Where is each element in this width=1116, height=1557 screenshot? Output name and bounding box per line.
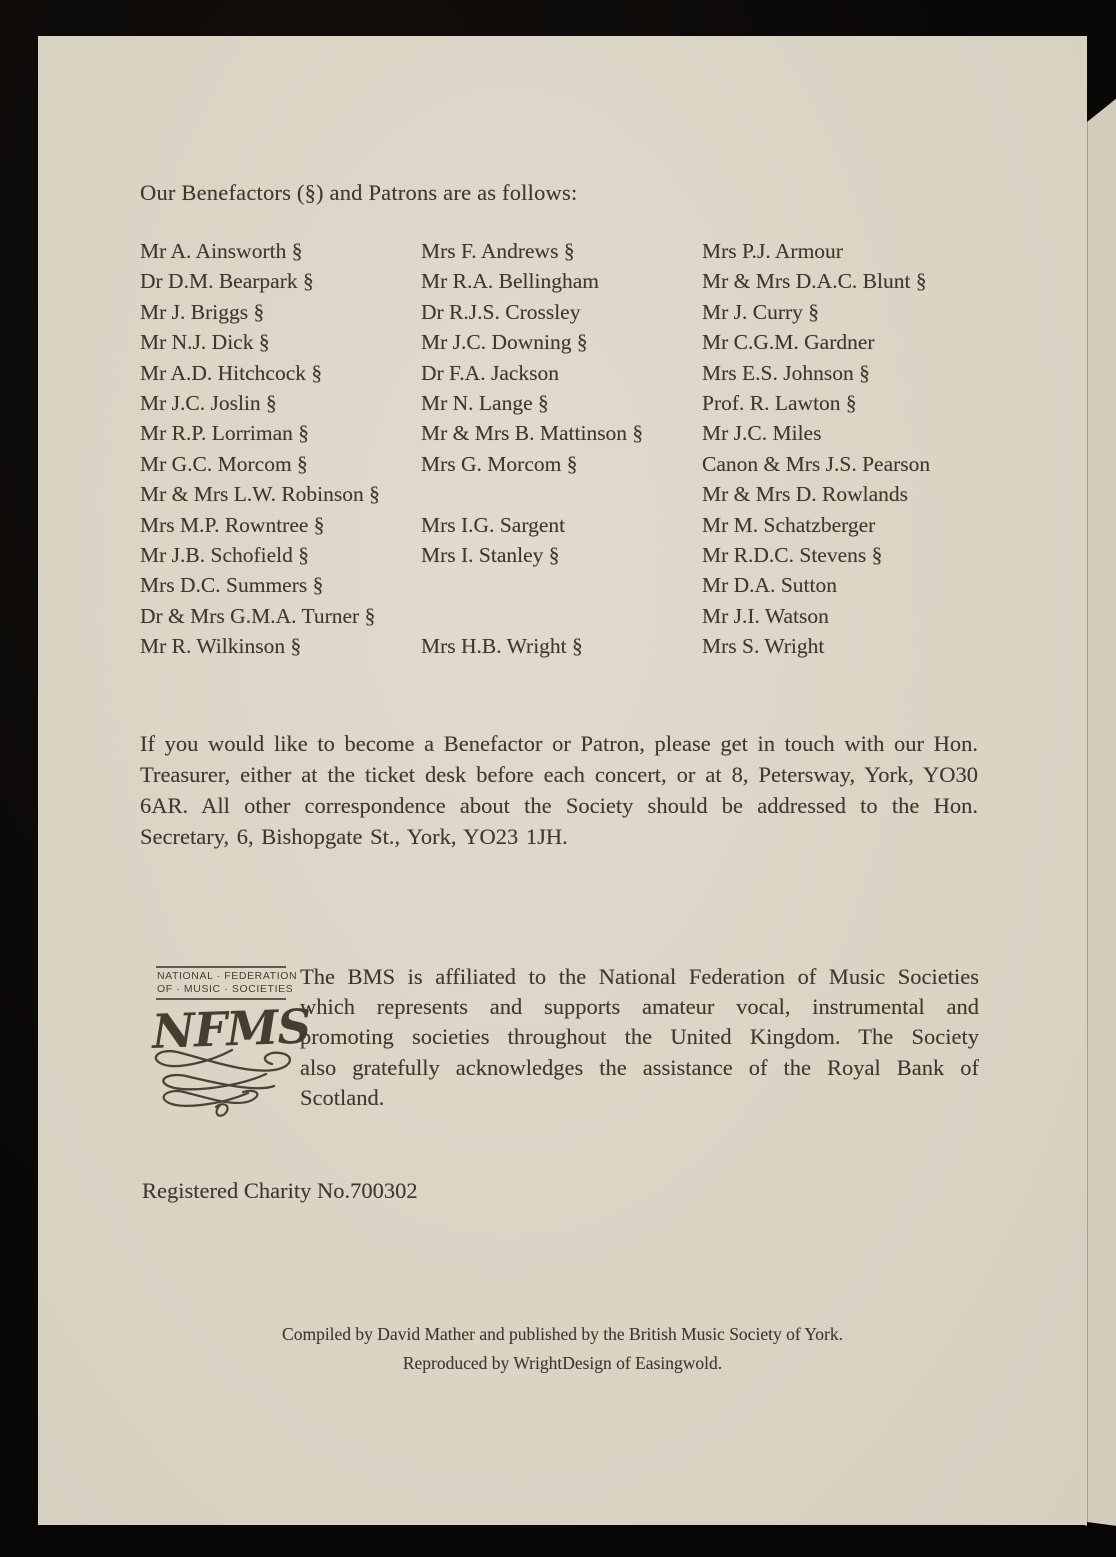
benefactor-name: Mr R.P. Lorriman §	[140, 421, 310, 446]
nfms-monogram: NFMS	[151, 999, 312, 1061]
benefactor-name: Mr & Mrs D. Rowlands	[702, 482, 909, 507]
benefactor-name: Canon & Mrs J.S. Pearson	[702, 451, 931, 476]
document-page	[38, 36, 1087, 1525]
benefactor-name: Mr J.C. Downing §	[421, 330, 588, 355]
benefactor-name: Dr D.M. Bearpark §	[140, 269, 314, 294]
benefactor-name: Mr A.D. Hitchcock §	[140, 360, 323, 385]
credits-line1: Compiled by David Mather and published by the British Music Society of York.	[282, 1324, 843, 1344]
benefactor-name: Dr F.A. Jackson	[421, 360, 560, 385]
benefactor-name: Mr R. Wilkinson §	[140, 634, 302, 659]
benefactor-name: Mrs I.G. Sargent	[421, 512, 566, 537]
benefactor-name: Mrs I. Stanley §	[421, 542, 560, 567]
benefactor-name: Mr & Mrs L.W. Robinson §	[140, 482, 380, 507]
benefactor-name: Mr & Mrs B. Mattinson §	[421, 421, 644, 446]
nfms-org-line1: NATIONAL · FEDERATION	[157, 970, 298, 982]
benefactor-name: Mr A. Ainsworth §	[140, 239, 303, 263]
benefactor-name: Mr C.G.M. Gardner	[702, 330, 875, 355]
adjacent-page-edge	[1087, 98, 1116, 1530]
benefactor-name: Mrs F. Andrews §	[421, 239, 575, 263]
benefactor-name: Mr J.C. Miles	[702, 421, 822, 446]
benefactor-name: Mr J.I. Watson	[702, 603, 829, 628]
benefactor-name: Mr & Mrs D.A.C. Blunt §	[702, 269, 927, 294]
nfms-logo-top-rule	[156, 966, 286, 968]
benefactor-name: Mrs G. Morcom §	[421, 451, 578, 476]
benefactor-name: Mr N. Lange §	[421, 390, 549, 415]
benefactor-name: Prof. R. Lawton §	[702, 390, 857, 415]
benefactor-name: Mrs H.B. Wright §	[421, 634, 583, 659]
benefactor-name: Mrs D.C. Summers §	[140, 573, 324, 598]
benefactor-name: Mr J. Curry §	[702, 299, 820, 324]
benefactor-name: Mr R.A. Bellingham	[421, 269, 599, 294]
credits-line2: Reproduced by WrightDesign of Easingwold.	[402, 1353, 723, 1373]
benefactor-name: Mrs S. Wright	[702, 634, 825, 659]
benefactor-name	[421, 573, 702, 603]
benefactor-name	[421, 482, 702, 512]
benefactor-name: Mr D.A. Sutton	[702, 573, 837, 598]
nfms-logo-bottom-rule	[156, 998, 286, 1000]
benefactor-name: Mr M. Schatzberger	[702, 512, 876, 537]
benefactor-name: Mr N.J. Dick §	[140, 330, 270, 355]
benefactor-name: Mr R.D.C. Stevens §	[702, 542, 883, 567]
benefactors-list	[140, 239, 1032, 664]
benefactor-name: Mrs E.S. Johnson §	[702, 360, 870, 385]
benefactor-name: Mr G.C. Morcom §	[140, 451, 308, 476]
benefactor-name: Dr R.J.S. Crossley	[421, 299, 581, 324]
credits	[38, 1320, 1087, 1378]
contact-paragraph: If you would like to become a Benefactor or Patron, please get in touch with our Hon. Treasurer, either at the ticket desk before each concert, or at 8, Petersway, York, YO30 6AR. All other correspondence about the Society should be addressed to the Hon. Secretary, 6, Bishopgate St., York, YO23 1JH.	[140, 731, 978, 849]
benefactor-name: Mr J. Briggs §	[140, 299, 265, 324]
benefactor-name	[421, 604, 702, 634]
page-heading: Our Benefactors (§) and Patrons are as follows:	[140, 180, 578, 205]
benefactor-name: Mrs P.J. Armour	[702, 239, 843, 263]
charity-registration: Registered Charity No.700302	[142, 1178, 418, 1203]
affiliation-paragraph: The BMS is affiliated to the National Federation of Music Societies which represents and supports amateur vocal, instrumental and promoting societies throughout the United Kingdom. The Society also gratefully acknowledges the assistance of the Royal Bank of Scotland.	[300, 964, 979, 1110]
benefactor-name: Dr & Mrs G.M.A. Turner §	[140, 603, 376, 628]
benefactor-name: Mr J.B. Schofield §	[140, 542, 310, 567]
nfms-org-line2: OF · MUSIC · SOCIETIES	[157, 982, 294, 995]
benefactor-name: Mr J.C. Joslin §	[140, 390, 277, 415]
benefactor-name: Mrs M.P. Rowntree §	[140, 512, 325, 537]
